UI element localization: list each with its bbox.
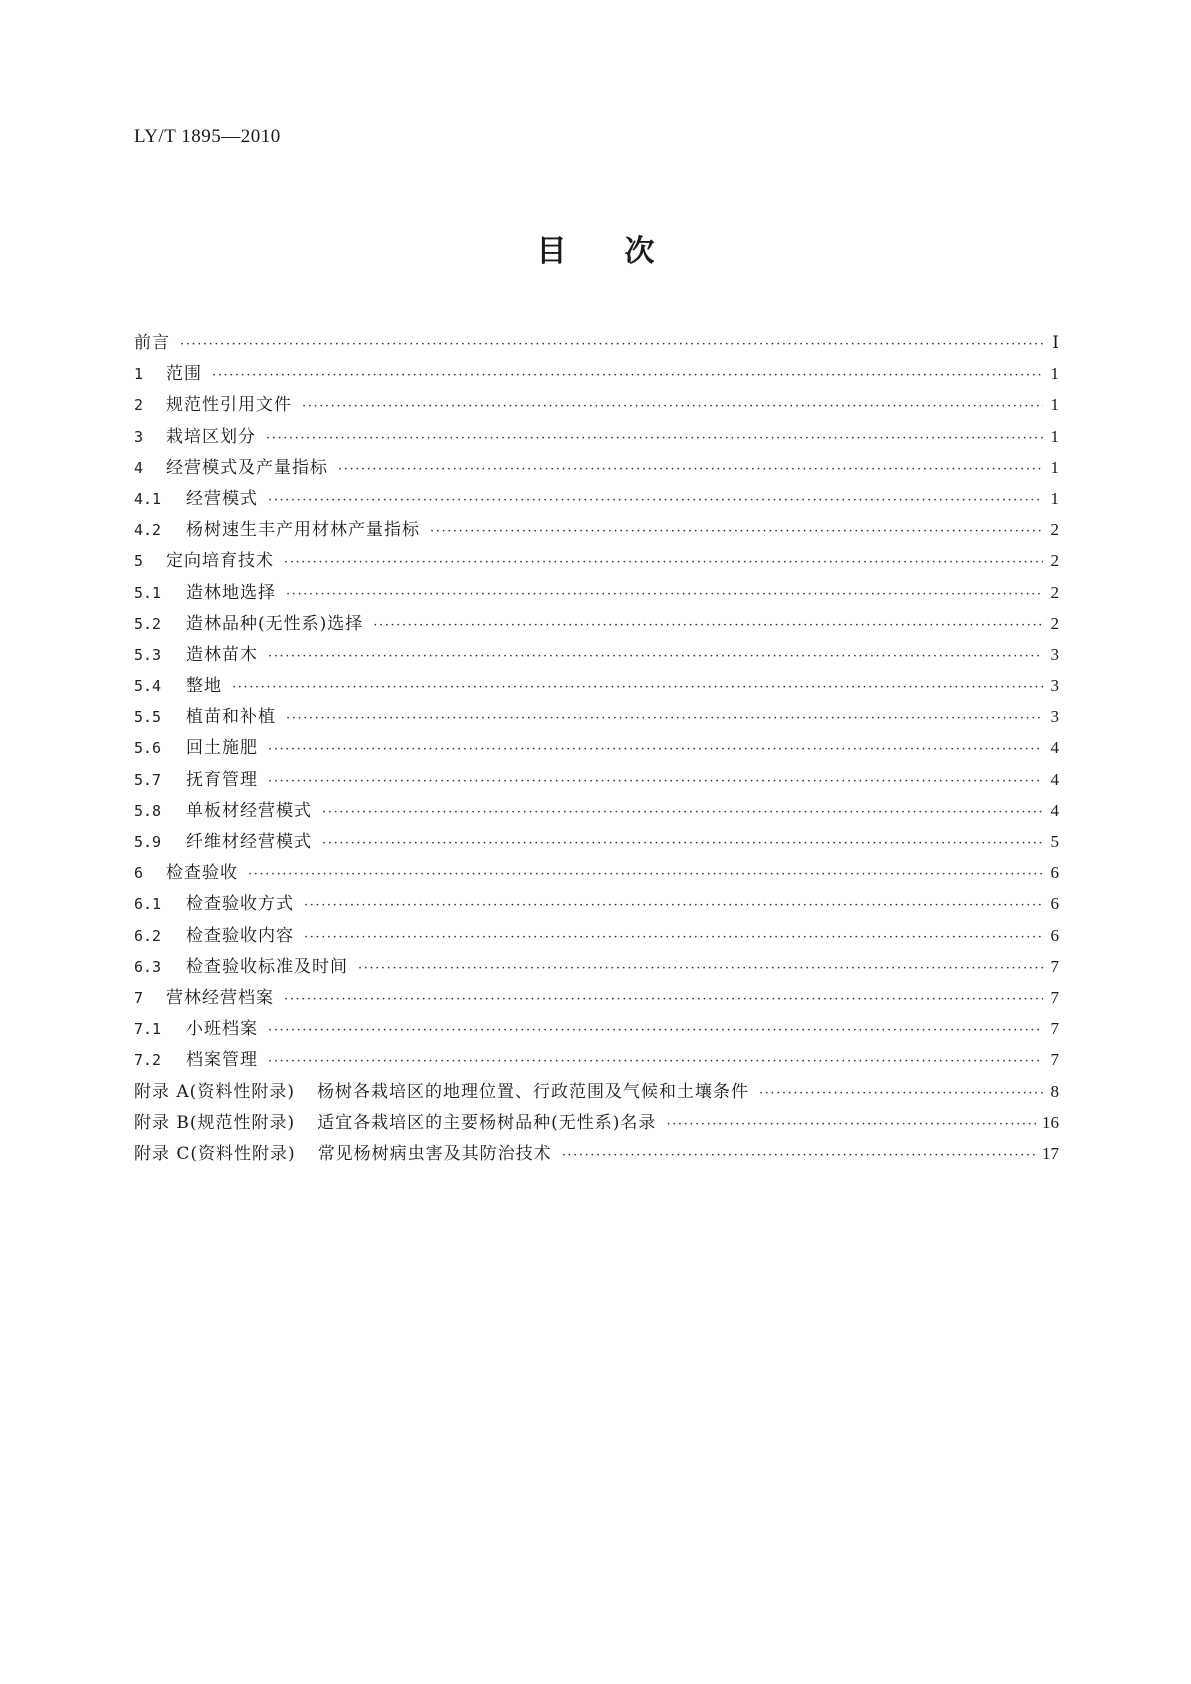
- page-title: [0, 226, 1191, 270]
- toc-entry-appendix-a[interactable]: [134, 1076, 1059, 1107]
- toc-entry-page: 4: [1050, 769, 1059, 789]
- toc-entry-page: 4: [1050, 800, 1059, 820]
- toc-entry-page: 2: [1050, 613, 1059, 633]
- standard-code: LY/T 1895—2010: [134, 126, 281, 147]
- appendix-tag: 附录 C(资料性附录): [134, 1143, 296, 1164]
- toc-entry-number: 6.2: [134, 926, 162, 945]
- toc-entry-5[interactable]: [134, 545, 1059, 576]
- toc-entry-page: 2: [1050, 520, 1059, 540]
- leader-dots: [284, 547, 1043, 578]
- toc-entry-5-8[interactable]: [134, 795, 1059, 826]
- toc-entry-appendix-b[interactable]: [134, 1107, 1059, 1138]
- leader-dots: [666, 1109, 1036, 1140]
- table-of-contents: [134, 327, 1059, 1169]
- leader-dots: [268, 734, 1043, 765]
- toc-entry-label: 回土施肥: [186, 738, 258, 759]
- toc-entry-label: 营林经营档案: [166, 987, 274, 1008]
- toc-entry-number: 5.2: [134, 614, 162, 633]
- appendix-title: 常见杨树病虫害及其防治技术: [317, 1143, 552, 1164]
- leader-dots: [286, 703, 1043, 734]
- toc-entry-page: 6: [1050, 894, 1059, 914]
- page-title-part2: 次: [624, 234, 655, 269]
- toc-entry-5-2[interactable]: [134, 608, 1059, 639]
- toc-entry-page: 7: [1050, 956, 1059, 976]
- toc-entry-number: 5.1: [134, 583, 162, 602]
- toc-entry-number: 7: [134, 988, 144, 1007]
- toc-entry-number: 5.9: [134, 833, 162, 851]
- toc-entry-label: 栽培区划分: [166, 426, 256, 447]
- toc-entry-label: 造林地选择: [186, 582, 276, 603]
- toc-entry-5-7[interactable]: [134, 764, 1059, 795]
- toc-entry-label: 检查验收: [166, 863, 238, 884]
- leader-dots: [248, 859, 1043, 890]
- toc-entry-page: 1: [1050, 457, 1059, 477]
- toc-entry-5-9[interactable]: [134, 826, 1059, 857]
- leader-dots: [373, 610, 1043, 641]
- leader-dots: [322, 828, 1043, 859]
- leader-dots: [430, 516, 1043, 547]
- toc-entry-number: 6.3: [134, 957, 162, 976]
- toc-entry-page: 17: [1042, 1143, 1059, 1163]
- toc-entry-label: 档案管理: [186, 1050, 258, 1071]
- toc-entry-number: 7.1: [134, 1020, 162, 1039]
- toc-entry-5-4[interactable]: [134, 670, 1059, 701]
- toc-entry-5-1[interactable]: [134, 577, 1059, 608]
- toc-entry-page: 3: [1050, 676, 1059, 696]
- toc-entry-6-1[interactable]: [134, 888, 1059, 919]
- toc-entry-page: 1: [1050, 426, 1059, 446]
- toc-entry-1[interactable]: [134, 358, 1059, 389]
- toc-entry-5-3[interactable]: [134, 639, 1059, 670]
- toc-entry-number: 5.6: [134, 739, 162, 758]
- toc-entry-6[interactable]: [134, 857, 1059, 888]
- toc-entry-label: 范围: [166, 364, 202, 385]
- toc-entry-label: 整地: [186, 676, 222, 697]
- toc-entry-page: 3: [1050, 707, 1059, 727]
- leader-dots: [304, 922, 1043, 953]
- toc-entry-page: 6: [1050, 863, 1059, 883]
- toc-entry-label: 植苗和补植: [186, 707, 276, 728]
- leader-dots: [268, 766, 1043, 797]
- toc-entry-label: 抚育管理: [186, 769, 258, 790]
- toc-entry-page: 16: [1042, 1112, 1059, 1132]
- toc-entry-number: 6: [134, 864, 144, 883]
- toc-entry-number: 3: [134, 427, 144, 446]
- toc-entry-label: 经营模式: [186, 488, 258, 509]
- toc-entry-number: 5: [134, 552, 144, 571]
- toc-entry-label: 检查验收内容: [186, 925, 294, 946]
- toc-entry-foreword[interactable]: [134, 327, 1059, 358]
- toc-entry-5-6[interactable]: [134, 732, 1059, 763]
- toc-entry-label: 检查验收标准及时间: [186, 956, 348, 977]
- toc-entry-page: 8: [1050, 1081, 1059, 1101]
- toc-entry-label: 造林品种(无性系)选择: [186, 613, 364, 634]
- toc-entry-number: 7.2: [134, 1051, 162, 1070]
- toc-entry-number: 5.5: [134, 708, 162, 727]
- toc-entry-appendix-c[interactable]: [134, 1138, 1059, 1169]
- toc-entry-6-2[interactable]: [134, 920, 1059, 951]
- toc-entry-label: 单板材经营模式: [186, 800, 312, 821]
- toc-entry-label: [134, 1139, 552, 1170]
- toc-entry-number: 1: [134, 365, 144, 384]
- toc-entry-7-2[interactable]: [134, 1044, 1059, 1075]
- toc-entry-5-5[interactable]: [134, 701, 1059, 732]
- leader-dots: [286, 579, 1043, 610]
- leader-dots: [268, 1046, 1043, 1077]
- appendix-tag: 附录 A(资料性附录): [134, 1081, 295, 1102]
- toc-entry-page: 1: [1050, 488, 1059, 508]
- toc-entry-label: 规范性引用文件: [166, 395, 292, 416]
- toc-entry-3[interactable]: [134, 421, 1059, 452]
- toc-entry-number: 5.3: [134, 645, 162, 664]
- page-title-part1: 目: [536, 234, 567, 269]
- leader-dots: [232, 672, 1043, 703]
- leader-dots: [268, 641, 1043, 672]
- toc-entry-number: 5.8: [134, 801, 162, 820]
- toc-entry-6-3[interactable]: [134, 951, 1059, 982]
- leader-dots: [302, 391, 1043, 422]
- appendix-title: 适宜各栽培区的主要杨树品种(无性系)名录: [317, 1112, 657, 1133]
- toc-entry-page: 3: [1050, 644, 1059, 664]
- toc-entry-number: 5.4: [134, 677, 162, 696]
- toc-entry-number: 4.1: [134, 489, 162, 508]
- appendix-tag: 附录 B(规范性附录): [134, 1112, 296, 1133]
- leader-dots: [268, 485, 1043, 516]
- toc-entry-4-1[interactable]: [134, 483, 1059, 514]
- leader-dots: [268, 1015, 1043, 1046]
- leader-dots: [266, 423, 1043, 454]
- toc-entry-page: Ⅰ: [1052, 333, 1059, 352]
- toc-entry-label: 造林苗木: [186, 644, 258, 665]
- appendix-title: 杨树各栽培区的地理位置、行政范围及气候和土壤条件: [316, 1081, 749, 1102]
- toc-entry-number: 4.2: [134, 521, 162, 540]
- toc-entry-page: 6: [1050, 925, 1059, 945]
- toc-entry-page: 1: [1050, 364, 1059, 384]
- toc-entry-label: [134, 1077, 749, 1108]
- toc-entry-page: 1: [1050, 395, 1059, 415]
- toc-entry-label: 经营模式及产量指标: [166, 457, 328, 478]
- leader-dots: [284, 984, 1043, 1015]
- toc-entry-page: 2: [1050, 582, 1059, 602]
- toc-entry-label: 前言: [134, 333, 170, 353]
- toc-entry-page: 7: [1050, 1050, 1059, 1070]
- toc-entry-label: 检查验收方式: [186, 894, 294, 915]
- leader-dots: [304, 890, 1043, 921]
- leader-dots: [358, 953, 1043, 984]
- toc-entry-label: 小班档案: [186, 1019, 258, 1040]
- toc-entry-number: 2: [134, 396, 144, 415]
- leader-dots: [562, 1140, 1036, 1171]
- leader-dots: [212, 360, 1043, 391]
- leader-dots: [759, 1078, 1043, 1109]
- toc-entry-7-1[interactable]: [134, 1013, 1059, 1044]
- toc-entry-label: [134, 1108, 656, 1139]
- toc-entry-page: 5: [1050, 832, 1059, 851]
- toc-entry-page: 7: [1050, 987, 1059, 1007]
- toc-entry-2[interactable]: [134, 389, 1059, 420]
- toc-entry-label: 纤维材经营模式: [186, 832, 312, 852]
- toc-entry-4-2[interactable]: [134, 514, 1059, 545]
- toc-entry-number: 5.7: [134, 770, 162, 789]
- leader-dots: [322, 797, 1043, 828]
- leader-dots: [180, 329, 1043, 360]
- toc-entry-7[interactable]: [134, 982, 1059, 1013]
- toc-entry-page: 7: [1050, 1019, 1059, 1039]
- toc-entry-page: 4: [1050, 738, 1059, 758]
- toc-entry-number: 6.1: [134, 895, 162, 914]
- toc-entry-label: 杨树速生丰产用材林产量指标: [186, 520, 420, 541]
- toc-entry-number: 4: [134, 458, 144, 477]
- toc-entry-4[interactable]: [134, 452, 1059, 483]
- toc-entry-page: 2: [1050, 551, 1059, 571]
- leader-dots: [338, 454, 1043, 485]
- toc-entry-label: 定向培育技术: [166, 551, 274, 572]
